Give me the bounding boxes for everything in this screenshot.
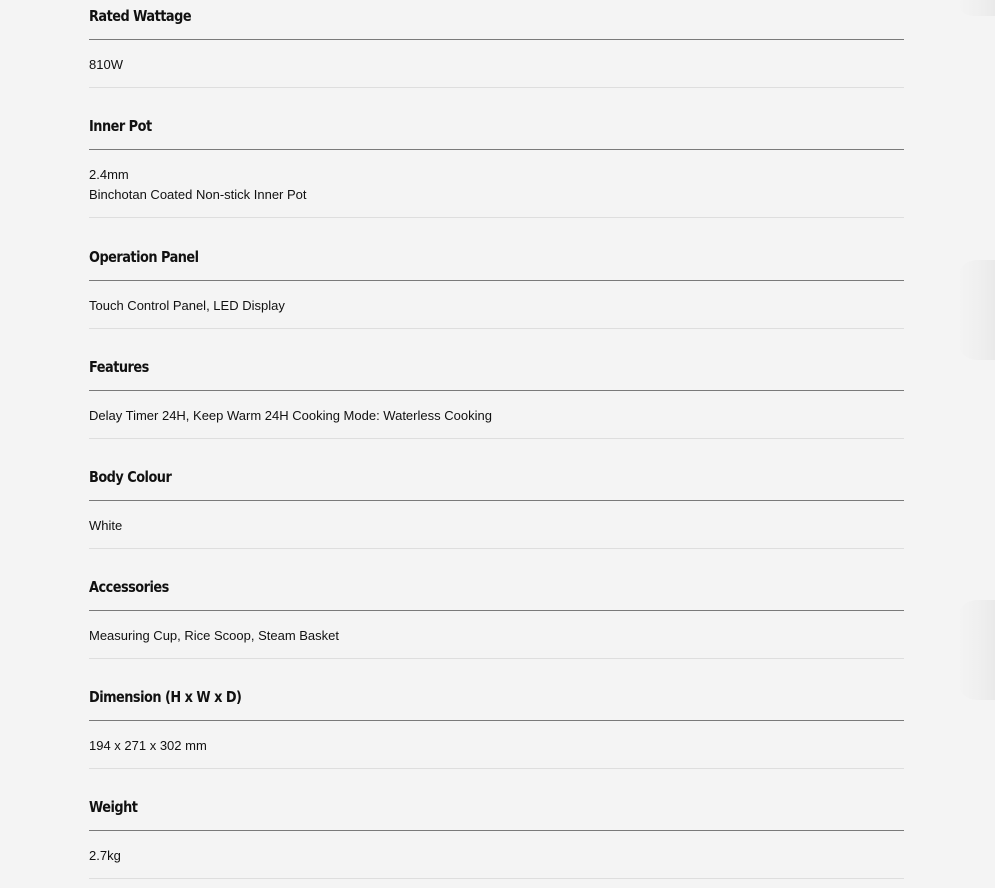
spec-value	[89, 55, 123, 75]
divider	[89, 548, 904, 549]
edge-decoration	[957, 0, 995, 16]
divider	[89, 87, 904, 88]
spec-title: Weight	[89, 798, 138, 816]
divider	[89, 720, 904, 721]
spec-title: Operation Panel	[89, 248, 199, 266]
spec-value-line: White	[89, 518, 123, 533]
spec-title: Features	[89, 358, 149, 376]
spec-features	[89, 351, 904, 461]
spec-title: Body Colour	[89, 468, 172, 486]
spec-weight	[89, 791, 904, 888]
divider	[89, 500, 904, 501]
spec-value-line: Measuring Cup, Rice Scoop, Steam Basket	[89, 628, 340, 643]
spec-value	[89, 516, 122, 536]
spec-value	[89, 736, 207, 756]
spec-value	[89, 846, 121, 866]
divider	[89, 768, 904, 769]
divider	[89, 610, 904, 611]
spec-title: Rated Wattage	[89, 7, 192, 25]
spec-value	[89, 406, 492, 426]
spec-title: Accessories	[89, 578, 169, 596]
spec-value	[89, 165, 307, 205]
spec-operation-panel	[89, 241, 904, 351]
spec-value	[89, 296, 285, 316]
divider	[89, 149, 904, 150]
spec-title: Inner Pot	[89, 117, 152, 135]
spec-rated-wattage	[89, 0, 904, 110]
spec-value-line: 810W	[89, 57, 123, 72]
edge-decoration	[957, 600, 995, 700]
spec-body-colour	[89, 461, 904, 571]
spec-value-line: 2.4mm	[89, 167, 129, 182]
divider	[89, 39, 904, 40]
spec-value	[89, 626, 339, 646]
spec-accessories	[89, 571, 904, 681]
spec-title: Dimension (H x W x D)	[89, 688, 242, 706]
divider	[89, 390, 904, 391]
spec-value-line: Delay Timer 24H, Keep Warm 24H Cooking Mode: Waterless Cooking	[89, 408, 492, 423]
divider	[89, 328, 904, 329]
spec-dimension	[89, 681, 904, 791]
edge-decoration	[957, 260, 995, 360]
divider	[89, 658, 904, 659]
divider	[89, 438, 904, 439]
spec-value-line: Touch Control Panel, LED Display	[89, 298, 285, 313]
divider	[89, 280, 904, 281]
spec-value-line: 194 x 271 x 302 mm	[89, 738, 207, 753]
divider	[89, 217, 904, 218]
spec-value-line: 2.7kg	[89, 848, 121, 863]
spec-inner-pot	[89, 110, 904, 241]
spec-value-line: Binchotan Coated Non-stick Inner Pot	[89, 187, 307, 202]
divider	[89, 878, 904, 879]
divider	[89, 830, 904, 831]
spec-list	[89, 0, 904, 888]
